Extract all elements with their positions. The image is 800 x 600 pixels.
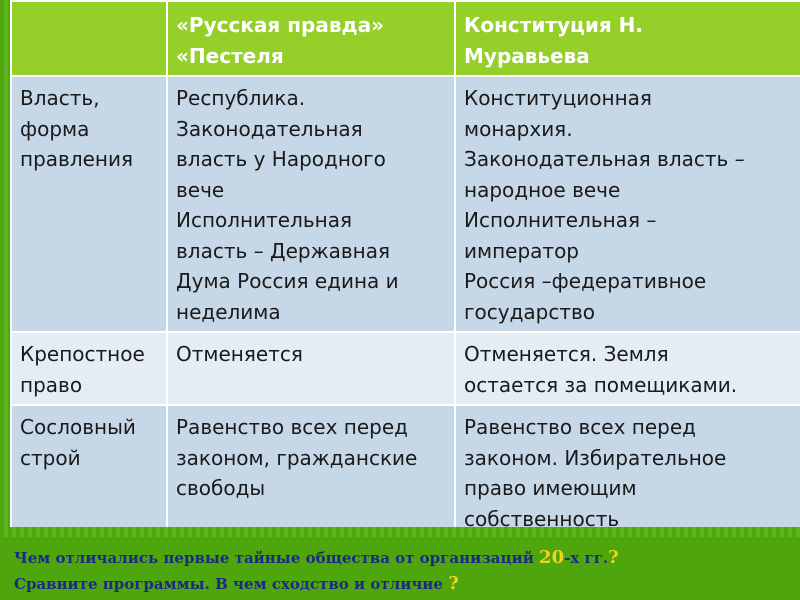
cell-line: Дума Россия едина и: [176, 269, 399, 293]
cell-line: Равенство всех перед: [176, 415, 409, 439]
question-number: 20: [539, 547, 565, 568]
cell-line: право: [20, 372, 83, 397]
cell-line: власть у Народного: [176, 147, 386, 171]
cell-line: вече: [176, 177, 225, 202]
table-header-row: [11, 1, 800, 76]
cell-line: правления: [20, 147, 134, 171]
cell-pestel-power: [167, 76, 455, 332]
question-mark-icon: ?: [448, 573, 459, 594]
cell-pestel-serfdom: [167, 332, 455, 405]
cell-line: Россия –федеративное: [464, 269, 707, 293]
cell-line: собственность: [464, 506, 620, 527]
cell-line: Равенство всех перед: [464, 415, 697, 439]
question-line-2: [14, 573, 800, 595]
cell-line: монархия.: [464, 116, 573, 141]
cell-pestel-estates: [167, 405, 455, 527]
cell-line: Законодательная власть –: [464, 147, 745, 171]
row-label-serfdom: [11, 332, 167, 405]
row-label-power: [11, 76, 167, 332]
question-text: Сравните программы. В чем сходство и отличие: [14, 575, 449, 593]
cell-line: неделима: [176, 299, 281, 324]
cell-line: законом, гражданские: [176, 445, 418, 470]
question-line-1: [14, 547, 800, 569]
cell-line: Исполнительная: [176, 208, 353, 232]
cell-line: остается за помещиками.: [464, 372, 738, 397]
comparison-table-wrap: [10, 0, 800, 527]
cell-muraviev-power: [455, 76, 800, 332]
header-muraviev: [455, 1, 800, 76]
cell-muraviev-serfdom: [455, 332, 800, 405]
cell-line: свободы: [176, 476, 266, 500]
cell-line: государство: [464, 299, 596, 324]
header-line: Конституция Н.: [464, 13, 643, 37]
cell-line: Власть,: [20, 86, 100, 110]
comparison-table: [10, 0, 800, 527]
cell-line: законом. Избирательное: [464, 445, 727, 470]
header-pestel: [167, 1, 455, 76]
cell-line: Отменяется: [176, 342, 303, 366]
header-line: «Русская правда»: [176, 13, 385, 37]
question-mark-icon: ?: [608, 547, 619, 568]
cell-muraviev-estates: [455, 405, 800, 527]
cell-line: форма: [20, 116, 90, 141]
row-label-estates: [11, 405, 167, 527]
question-tail: -х гг.: [564, 549, 609, 567]
table-row-power: [11, 76, 800, 332]
cell-line: Законодательная: [176, 116, 363, 141]
cell-line: Исполнительная –: [464, 208, 657, 232]
cell-line: Крепостное: [20, 342, 145, 366]
cell-line: народное вече: [464, 177, 621, 202]
cell-line: Отменяется. Земля: [464, 342, 669, 366]
header-line: «Пестеля: [176, 43, 284, 68]
cell-line: власть – Державная: [176, 238, 391, 263]
question-text: Чем отличались первые тайные общества от организаций: [14, 549, 540, 567]
header-blank-cell: [11, 1, 167, 76]
cell-line: император: [464, 238, 579, 263]
cell-line: Республика.: [176, 86, 306, 110]
cell-line: строй: [20, 445, 81, 470]
table-row-estates: [11, 405, 800, 527]
cell-line: Сословный: [20, 415, 136, 439]
header-line: Муравьева: [464, 43, 590, 68]
cell-line: право имеющим: [464, 476, 637, 500]
cell-line: Конституционная: [464, 86, 652, 110]
table-row-serfdom: [11, 332, 800, 405]
